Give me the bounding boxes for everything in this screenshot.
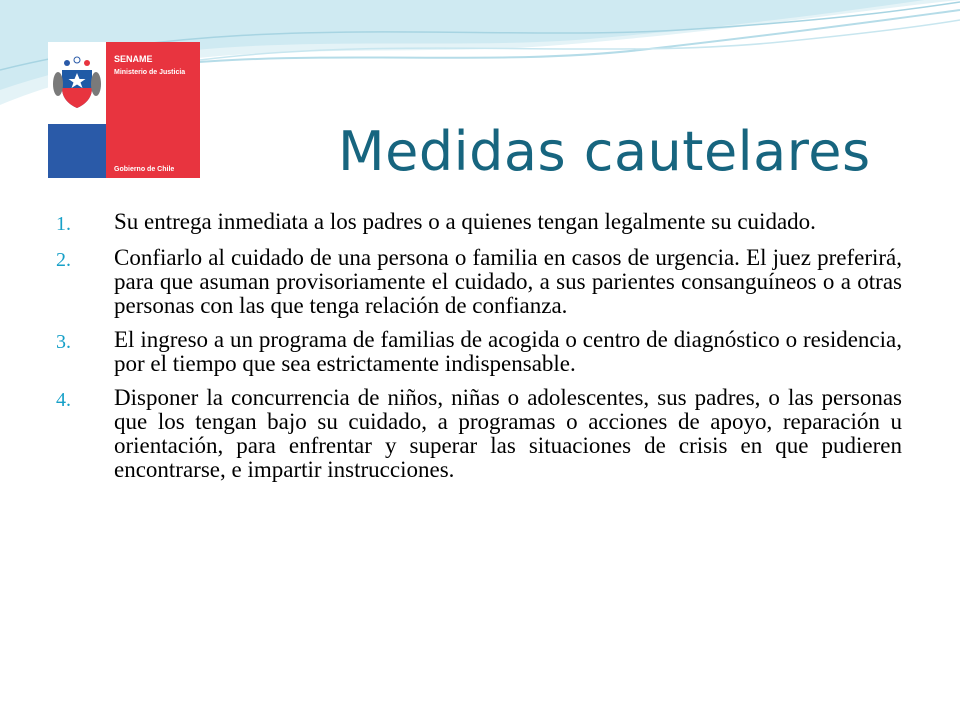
coat-of-arms-icon	[52, 54, 102, 112]
logo-left-panel	[48, 42, 106, 178]
list-item-number: 1.	[56, 213, 71, 235]
logo-brand-name: SENAME	[114, 54, 153, 64]
list-item-number: 4.	[56, 389, 71, 411]
list-item-text: Confiarlo al cuidado de una persona o familia en casos de urgencia. El juez preferirá, para que asuman provisoriamente el cuidado, a sus parientes consanguíneos o a otras personas con las que tenga relación de confianza.	[114, 245, 902, 318]
measures-list	[56, 210, 902, 492]
list-item-number: 3.	[56, 331, 71, 353]
list-item-text: El ingreso a un programa de familias de acogida o centro de diagnóstico o residencia, por el tiempo que sea estrictamente indispensable.	[114, 327, 902, 376]
slide-title: Medidas cautelares	[338, 120, 871, 183]
logo-crest-area	[48, 42, 106, 124]
logo-government: Gobierno de Chile	[114, 166, 175, 173]
logo-ministry: Ministerio de Justicia	[114, 69, 186, 76]
list-item	[56, 210, 902, 236]
list-item-number: 2.	[56, 249, 71, 271]
list-item	[56, 246, 902, 318]
sename-logo	[48, 42, 200, 178]
logo-right-panel	[106, 42, 200, 178]
logo-blue-band	[48, 124, 106, 178]
list-item-text: Su entrega inmediata a los padres o a quienes tengan legalmente su cuidado.	[114, 209, 816, 234]
list-item-text: Disponer la concurrencia de niños, niñas o adolescentes, sus padres, o las personas que los tengan bajo su cuidado, a programas o acciones de apoyo, reparación u orientación, para enfrentar y superar las situaciones de crisis en que pudieren encontrarse, e impartir instrucciones.	[114, 385, 902, 482]
list-item	[56, 328, 902, 376]
list-item	[56, 386, 902, 482]
